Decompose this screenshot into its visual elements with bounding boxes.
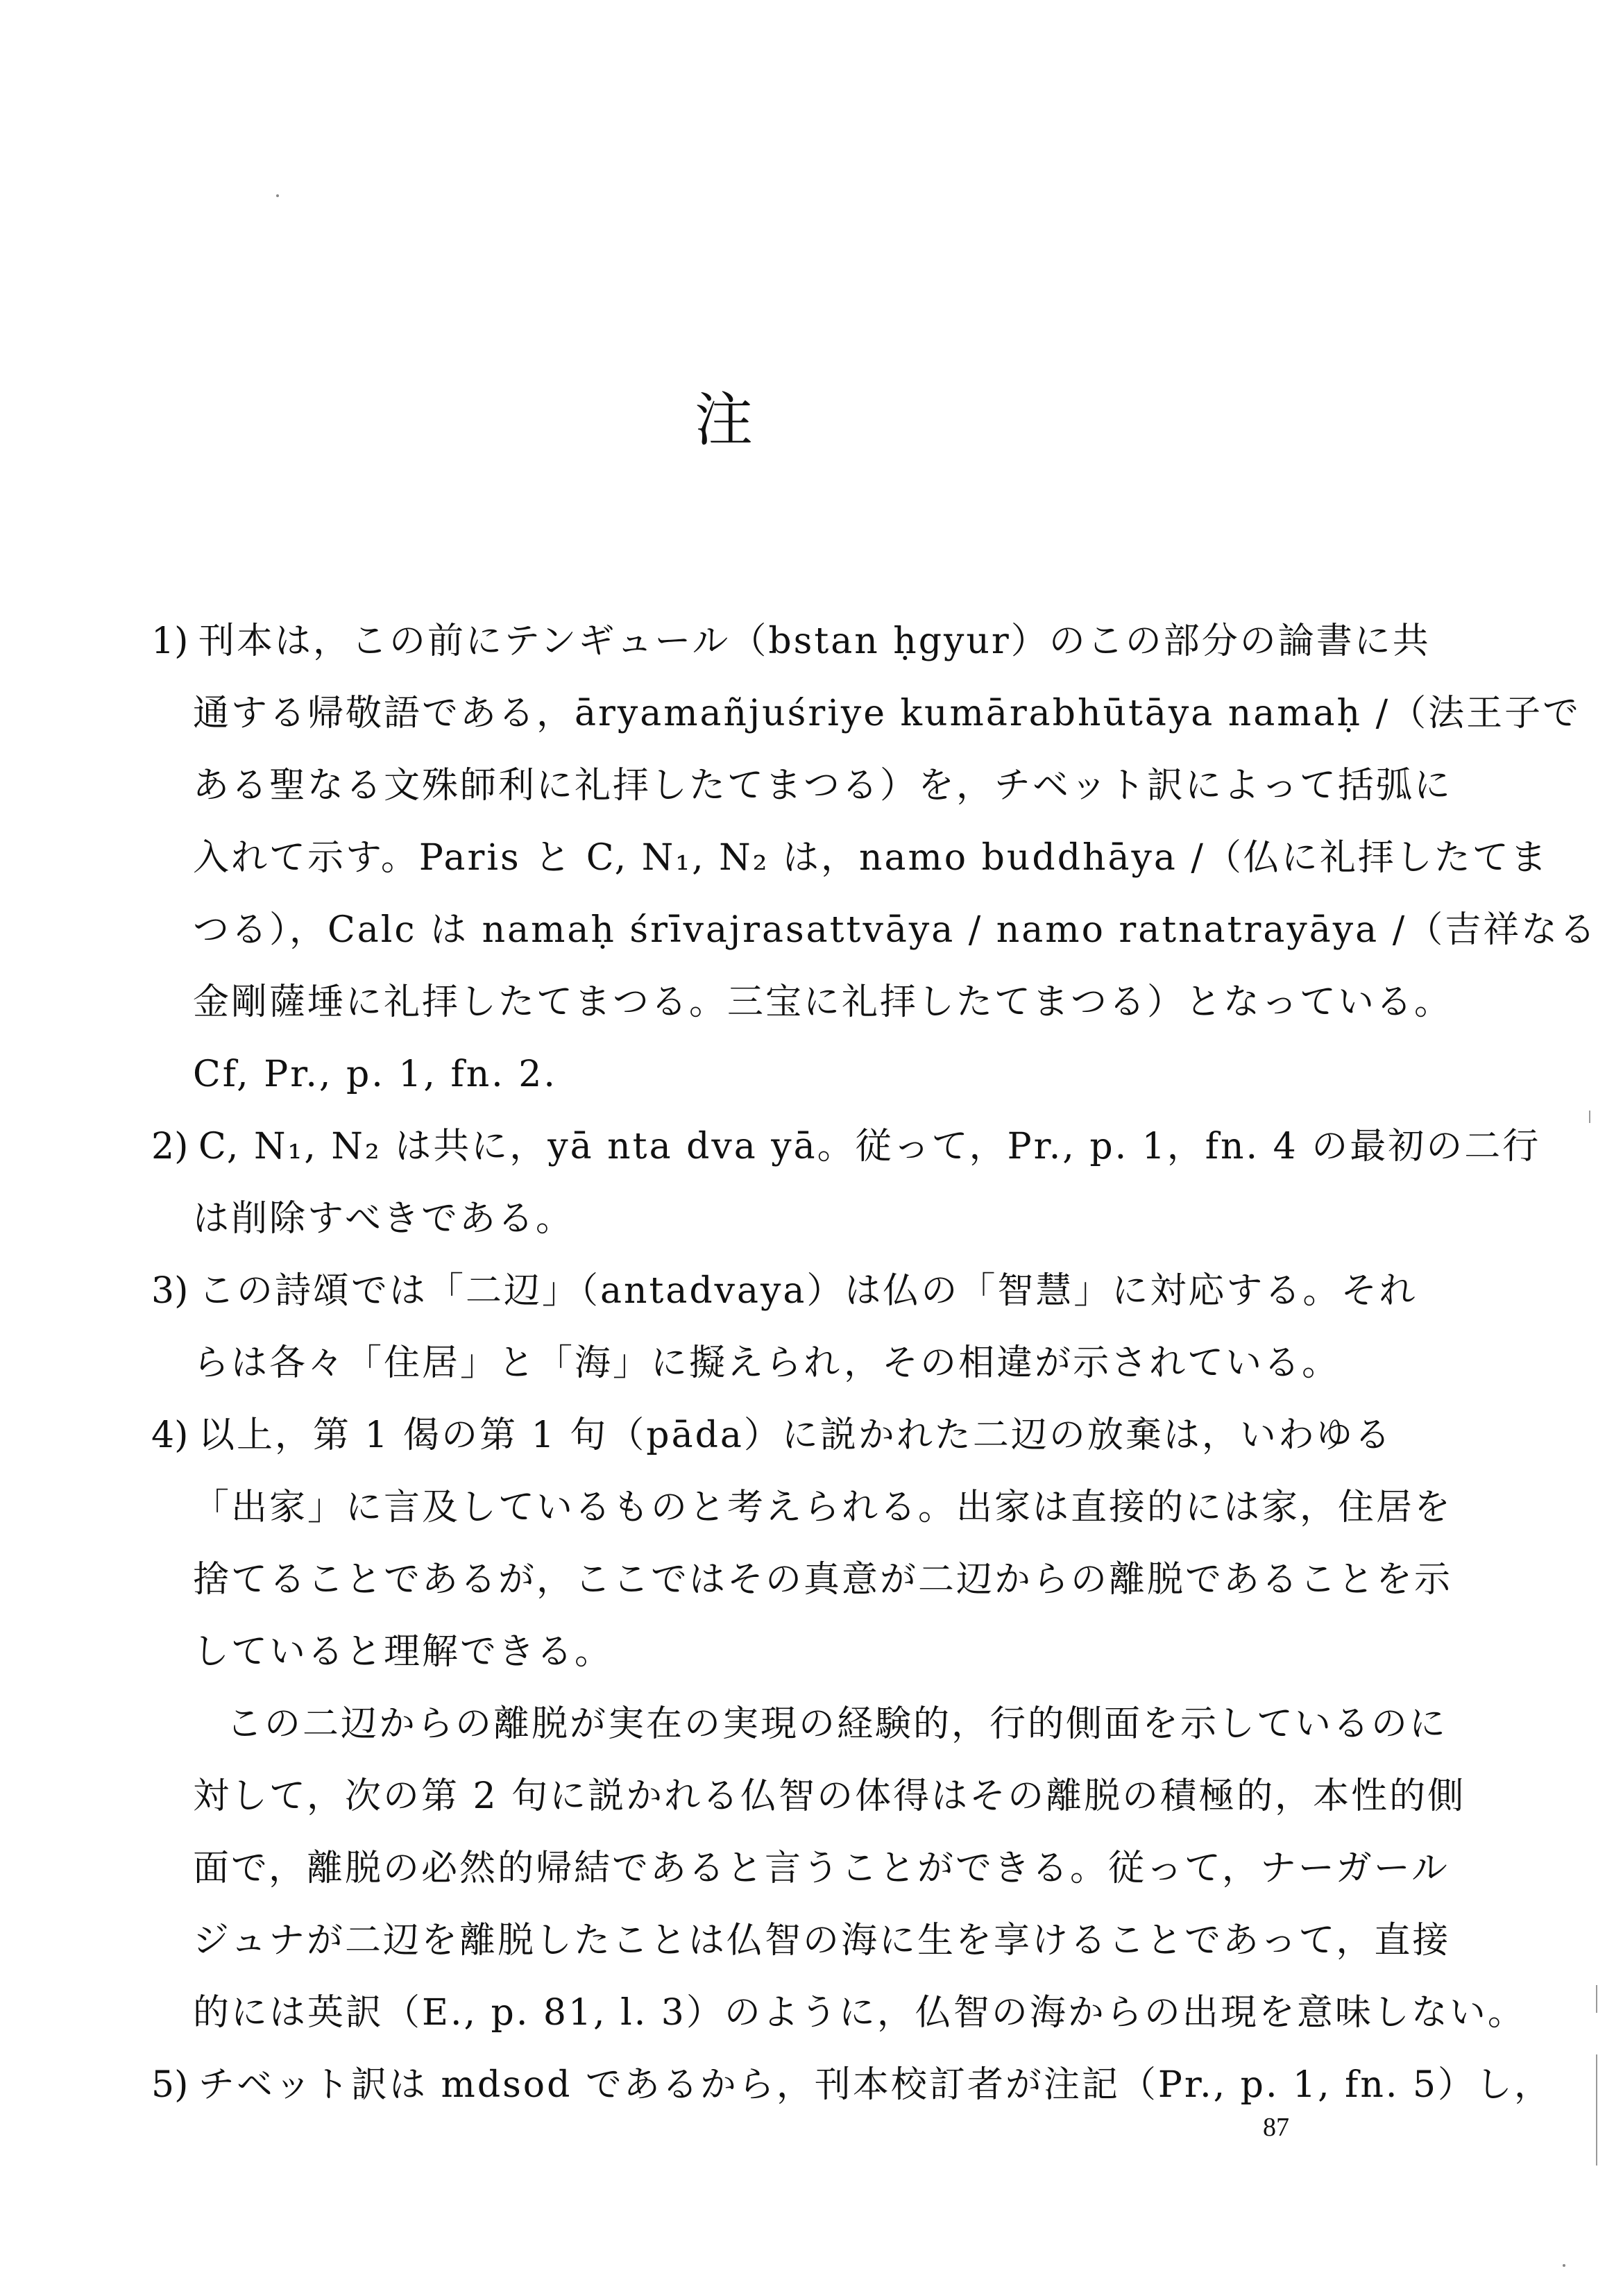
note-line: チベット訳は mdsod であるから，刊本校訂者が注記（Pr., p. 1, fn. 5）し，: [198, 2064, 1553, 2106]
note-line: 「出家」に言及しているものと考えられる。出家は直接的には家，住居を: [193, 1487, 1453, 1528]
note-1: [151, 605, 1598, 1111]
note-number: 1): [151, 621, 189, 662]
note-line: は削除すべきである。: [193, 1198, 574, 1240]
note-line: この詩頌では「二辺」（antadvaya）は仏の「智慧」に対応する。それ: [198, 1270, 1418, 1312]
note-line: 面で，離脱の必然的帰結であると言うことができる。従って，ナーガール: [193, 1848, 1450, 1889]
note-line: つる），Calc は namaḥ śrīvajrasattvāya / namo ratnatrayāya /（吉祥なる: [193, 909, 1598, 951]
note-line: 的には英訳（E., p. 81, l. 3）のように，仏智の海からの出現を意味しない。: [193, 1992, 1526, 2034]
note-line: していると理解できる。: [193, 1631, 613, 1673]
note-line: Cf, Pr., p. 1, fn. 2.: [193, 1054, 557, 1095]
scan-mark: [1596, 1985, 1597, 2013]
page-number: 87: [1263, 2113, 1289, 2142]
note-line: 以上，第 1 偈の第 1 句（pāda）に説かれた二辺の放棄は，いわゆる: [198, 1415, 1393, 1456]
note-5: [151, 2049, 1553, 2121]
note-4: [151, 1399, 1526, 2049]
page-title: 注: [694, 386, 756, 454]
note-line: 入れて示す。Paris と C, N₁, N₂ は，namo buddhāya /（仏に礼拝したてま: [193, 837, 1549, 879]
scan-dot: [1563, 2264, 1565, 2267]
note-line: らは各々「住居」と「海」に擬えられ，その相違が示されている。: [193, 1342, 1341, 1384]
note-line: 通する帰敬語である，āryamañjuśriye kumārabhūtāya namaḥ /（法王子で: [193, 693, 1581, 734]
note-2: [151, 1111, 1541, 1255]
note-line: この二辺からの離脱が実在の実現の経験的，行的側面を示しているのに: [226, 1703, 1448, 1745]
note-line: 捨てることであるが，ここではその真意が二辺からの離脱であることを示: [193, 1559, 1453, 1601]
note-line: ある聖なる文殊師利に礼拝したてまつる）を，チベット訳によって括弧に: [193, 765, 1453, 807]
note-number: 2): [151, 1126, 189, 1167]
scan-dot: [276, 194, 279, 197]
note-line: ジュナが二辺を離脱したことは仏智の海に生を享けることであって，直接: [193, 1920, 1451, 1961]
scan-mark: [1589, 1111, 1590, 1123]
note-3: [151, 1255, 1418, 1399]
note-number: 5): [151, 2064, 189, 2106]
note-number: 4): [151, 1415, 189, 1456]
note-line: C, N₁, N₂ は共に，yā nta dva yā。従って，Pr., p. 1，fn. 4 の最初の二行: [198, 1126, 1541, 1167]
scan-mark: [1596, 2054, 1597, 2166]
note-line: 対して，次の第 2 句に説かれる仏智の体得はその離脱の積極的，本性的側: [193, 1775, 1466, 1817]
note-number: 3): [151, 1270, 189, 1312]
note-line: 刊本は，この前にテンギュール（bstan ḥgyur）のこの部分の論書に共: [198, 621, 1431, 662]
note-line: 金剛薩埵に礼拝したてまつる。三宝に礼拝したてまつる）となっている。: [193, 981, 1453, 1023]
